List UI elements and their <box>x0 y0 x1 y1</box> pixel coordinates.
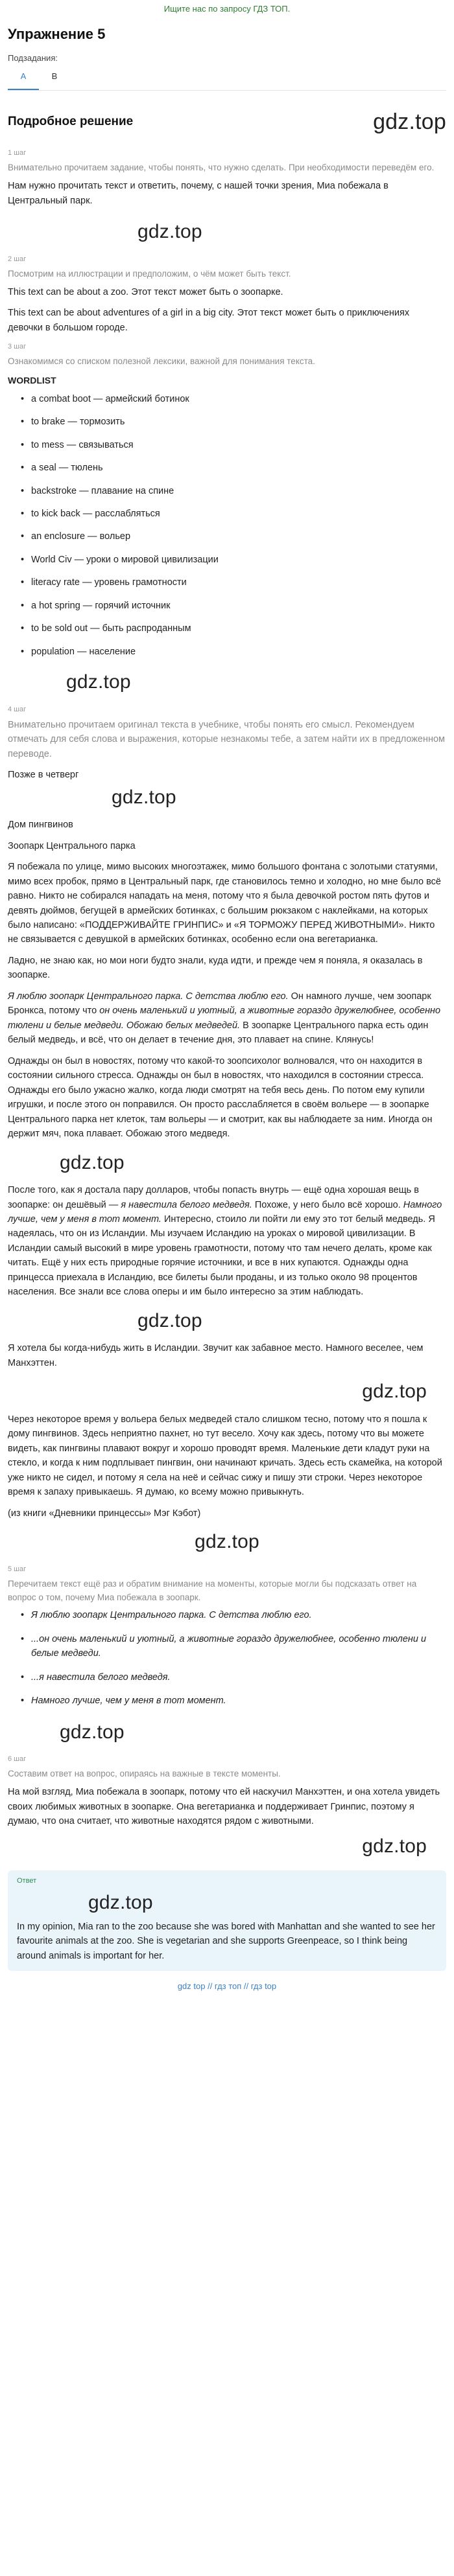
wordlist-item: • backstroke — плавание на спине <box>21 484 446 498</box>
story-paragraph: Ладно, не знаю как, но мои ноги будто знали, куда идти, и прежде чем я поняла, я оказалась в зоопарке. <box>8 955 423 981</box>
story-paragraph: Через некоторое время у вольера белых медведей стало слишком тесно, потому что я пошла к дому пингвинов. Здесь неприятно пахнет, но тут весело. Хочу как здесь, потому что вы можете видеть, как пингвины плавают вокруг и хорошо проводят время. Маленькие дети кладут руки на стекло, и когда к ним подплывает пингвин, они начинают кричать. Здесь есть скамейка, на которой уже никто не сидел, и потому я села на неё и сейчас сижу и пишу эти строки. Через некоторое время к запаху привыкаешь. Я думаю, ко всему можно привыкнуть. <box>8 1414 442 1498</box>
step-label: 6 шаг <box>8 1755 27 1764</box>
story-place-1: Дом пингвинов <box>8 820 73 831</box>
answer-box <box>8 1870 446 1971</box>
watermark: gdz.top <box>373 109 446 134</box>
subtask-tabs <box>8 67 446 90</box>
step-label: 4 шаг <box>8 705 27 713</box>
story-text: В зоопарке Центрального парка есть один белый медведь, и всё, что он делает в течение дня, это плавает на спине. Клянусь! <box>8 1020 429 1046</box>
watermark: gdz.top <box>60 1721 125 1743</box>
step-4 <box>8 704 446 1521</box>
quote-item: • Я люблю зоопарк Центрального парка. С детства люблю его. <box>21 1608 446 1622</box>
solution-title: Подробное решение <box>8 115 134 129</box>
step-label: 1 шаг <box>8 149 27 157</box>
step-intro: Внимательно прочитаем задание, чтобы понять, что нужно сделать. При необходимости переведём его. <box>8 163 435 173</box>
story-source: (из книги «Дневники принцессы» Мэг Кэбот) <box>8 1508 201 1519</box>
story-italic: Намного лучше, чем у меня в тот момент. <box>8 1199 442 1225</box>
step-3 <box>8 341 446 659</box>
watermark: gdz.top <box>66 671 131 693</box>
page-title: Упражнение 5 <box>8 26 106 43</box>
quote-item: • ...он очень маленький и уютный, а животные гораздо дружелюбнее, особенно тюлени и белые медведи. <box>21 1632 446 1661</box>
watermark: gdz.top <box>137 221 202 243</box>
story-text: Он намного лучше, чем зоопарк Бронкса, потому что <box>8 991 431 1017</box>
answer-label: Ответ <box>17 1877 37 1885</box>
wordlist-item: • an enclosure — вольер <box>21 529 446 544</box>
story-paragraph <box>8 1183 446 1300</box>
watermark: gdz.top <box>195 1531 259 1553</box>
tab-a[interactable]: A <box>8 67 39 89</box>
subtasks-label: Подзадания: <box>8 53 58 63</box>
watermark: gdz.top <box>362 1835 427 1857</box>
step-2 <box>8 217 446 335</box>
watermark: gdz.top <box>88 1892 153 1914</box>
story-text: Интересно, стоило ли пойти ли ему это тот белый медведь. Я надеялась, что он из Исландии. Мы изучаем Исландию на уроках о мировой цивилизации. В Исландии самый высокий в мире уровень грамотности, потому что там нечего делать, кроме как читать. Ещё у них есть природные горячие источники, и все в них купаются. Однажды одна принцесса приехала в Исландию, все билеты были проданы, и из только около 98 процентов населения. Все знали все слова оперы и им было интересно за этим наблюдать. <box>8 1214 435 1298</box>
step-intro: Ознакомимся со списком полезной лексики, важной для понимания текста. <box>8 356 315 367</box>
wordlist-item: • a seal — тюлень <box>21 461 446 475</box>
tab-b[interactable]: B <box>51 71 58 82</box>
wordlist-item: • World Civ — уроки о мировой цивилизации <box>21 553 446 567</box>
quote-item: • Намного лучше, чем у меня в тот момент. <box>21 1694 446 1708</box>
top-banner[interactable]: Ищите нас по запросу ГДЗ ТОП. <box>163 4 291 14</box>
step-label: 5 шаг <box>8 1565 27 1573</box>
watermark: gdz.top <box>362 1381 427 1403</box>
answer-text: In my opinion, Mia ran to the zoo because she was bored with Manhattan and she wanted to see her favourite animals at the zoo. She is vegetarian and she supports Greenpeace, so I think being around animals is important for her. <box>17 1921 435 1961</box>
story-paragraph <box>8 989 446 1048</box>
story-paragraph: Однажды он был в новостях, потому что какой-то зоопсихолог волновался, что он находится в состоянии сильного стресса. Однажды он был в новостях, что находился в состоянии стресса. Однажды его было ужасно жалко, когда люди смотрят на тебя весь день. По потом ему купили игрушки, и после этого он поправился. Он просто расслабляется в своём вольере — в зоопарке Центрального парка нет клеток, там вольеры — и смотрит, как вы наблюдаете за ним. Иногда он держит мяч, пока плавает. Обожаю этого медведя. <box>8 1055 433 1140</box>
step-text: This text can be about a zoo. Этот текст может быть о зоопарке. <box>8 286 283 297</box>
solution-header <box>8 105 446 139</box>
story-text: После того, как я достала пару долларов, чтобы попасть внутрь — ещё одна хорошая вещь в зоопарке: он дешёвый — <box>8 1185 419 1210</box>
wordlist-item: • literacy rate — уровень грамотности <box>21 575 446 590</box>
wordlist-item: • a hot spring — горячий источник <box>21 599 446 613</box>
step-intro: Составим ответ на вопрос, опираясь на важные в тексте моменты. <box>8 1769 281 1779</box>
step-intro: Внимательно прочитаем оригинал текста в учебнике, чтобы понять его смысл. Рекомендуем отмечать для себя слова и выражения, которые незнакомы тебе, а затем найти их в предложенном переводе. <box>8 719 446 759</box>
wordlist-item: • to kick back — расслабляться <box>21 507 446 521</box>
wordlist-item: • to brake — тормозить <box>21 415 446 429</box>
step-text-2: This text can be about adventures of a girl in a big city. Этот текст может быть о приключениях девочки в большом городе. <box>8 308 410 333</box>
quote-list <box>8 1608 446 1708</box>
story-paragraph: Я хотела бы когда-нибудь жить в Исландии. Звучит как забавное место. Намного веселее, чем Манхэттен. <box>8 1343 424 1368</box>
wordlist-item: • population — население <box>21 645 446 659</box>
step-6 <box>8 1754 446 1828</box>
step-intro: Перечитаем текст ещё раз и обратим внимание на моменты, которые могли бы подсказать ответ на вопрос о том, почему Миа побежала в зоопарк. <box>8 1578 417 1602</box>
footer-links[interactable]: gdz top // гдз топ // гдз top <box>177 1981 277 1992</box>
wordlist-title: WORDLIST <box>8 374 56 385</box>
story-italic: я навестила белого медведя. <box>121 1199 252 1210</box>
wordlist-item: • a combat boot — армейский ботинок <box>21 392 446 406</box>
step-text: Нам нужно прочитать текст и ответить, почему, с нашей точки зрения, Миа побежала в Центральный парк. <box>8 181 388 206</box>
watermark: gdz.top <box>112 786 176 808</box>
step-label: 3 шаг <box>8 342 27 351</box>
quote-item: • ...я навестила белого медведя. <box>21 1670 446 1685</box>
watermark: gdz.top <box>60 1151 125 1173</box>
wordlist-item: • to mess — связываться <box>21 438 446 452</box>
watermark: gdz.top <box>137 1309 202 1331</box>
wordlist-item: • to be sold out — быть распроданным <box>21 621 446 636</box>
story-italic: он очень маленький и уютный, а животные гораздо дружелюбнее, особенно тюлени и белые медведи. Обожаю белых медведей. <box>8 1006 441 1031</box>
step-5 <box>8 1564 446 1708</box>
story-date: Позже в четверг <box>8 770 79 781</box>
step-intro: Посмотрим на иллюстрации и предположим, о чём может быть текст. <box>8 268 291 279</box>
story-paragraph: Я побежала по улице, мимо высоких многоэтажек, мимо большого фонтана с золотыми статуями, мимо всех пробок, прямо в Центральный парк, где становилось темно и холодно, но мне было всё равно. Никто не собирался нападать на меня, потому что я была девочкой ростом пять футов и девять дюймов, бегущей в армейских ботинках, с большим рюкзаком с наклейками, на которых было написано: «ПОДДЕРЖИВАЙТЕ ГРИНПИС» и «Я ТОРМОЖУ ПЕРЕД ЖИВОТНЫМИ». Никто не связывается с девушкой в армейских ботинках, особенно если она вегетарианка. <box>8 862 441 945</box>
story-text: Похоже, у него было всё хорошо. <box>252 1199 403 1210</box>
step-text: На мой взгляд, Миа побежала в зоопарк, потому что ей наскучил Манхэттен, и она хотела увидеть своих любимых животных в зоопарке. Она вегетарианка и поддерживает Гринпис, поэтому я думаю, что она считает, что животные находятся рядом с животными. <box>8 1787 440 1827</box>
step-1 <box>8 148 446 208</box>
step-label: 2 шаг <box>8 255 27 263</box>
wordlist <box>8 392 446 660</box>
story-italic: Я люблю зоопарк Центрального парка. С детства люблю его. <box>8 991 289 1002</box>
story-place-2: Зоопарк Центрального парка <box>8 840 136 851</box>
